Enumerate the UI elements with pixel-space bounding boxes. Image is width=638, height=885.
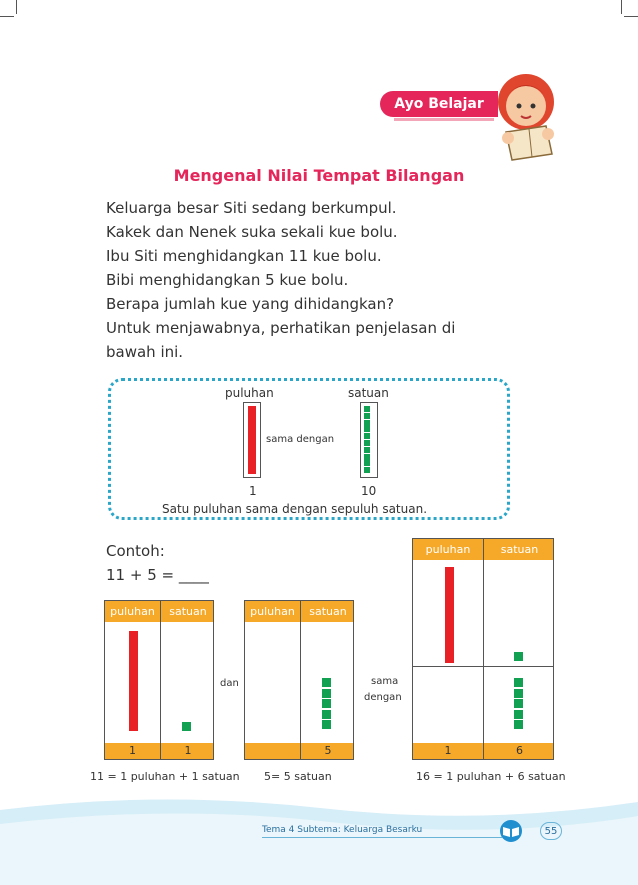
crop-mark: [621, 0, 622, 14]
tens-header: puluhan: [110, 605, 155, 618]
ones-value: 1: [184, 744, 192, 757]
ones-label: satuan: [348, 386, 389, 400]
unit-square: [364, 420, 370, 426]
equals-text: sama dengan: [266, 434, 335, 445]
footer-line: [262, 837, 502, 838]
tens-rod: [129, 631, 138, 731]
caption-b: 5= 5 satuan: [264, 770, 332, 783]
tens-rod: [248, 406, 256, 474]
column-divider: [300, 601, 301, 759]
unit-square: [364, 467, 370, 473]
unit-square: [514, 678, 523, 687]
story-line: Kakek dan Nenek suka sekali kue bolu.: [106, 223, 398, 241]
footer-theme: Tema 4 Subtema: Keluarga Besarku: [262, 825, 423, 835]
column-divider: [160, 601, 161, 759]
tens-value: 1: [249, 484, 257, 498]
place-value-table-b: [244, 600, 354, 760]
story-text: [106, 196, 526, 364]
unit-square: [514, 689, 523, 698]
unit-square: [514, 652, 523, 661]
ones-value: 10: [361, 484, 377, 498]
unit-square: [514, 699, 523, 708]
crop-mark: [624, 16, 638, 17]
book-icon: [498, 820, 524, 842]
tens-value: 1: [129, 744, 136, 757]
story-line: Ibu Siti menghidangkan 11 kue bolu.: [106, 247, 382, 265]
unit-square: [322, 678, 331, 687]
crop-mark: [0, 16, 14, 17]
ones-header: satuan: [500, 543, 539, 556]
ones-value: 6: [516, 744, 523, 757]
place-value-table-c: [412, 538, 554, 760]
unit-square: [364, 413, 370, 419]
ones-value: 5: [324, 744, 332, 757]
unit-square: [364, 454, 370, 460]
equals-text-line1: sama: [371, 676, 399, 687]
story-line: Untuk menjawabnya, perhatikan penjelasan di: [106, 319, 456, 337]
unit-square: [514, 720, 523, 729]
story-line: Keluarga besar Siti sedang berkumpul.: [106, 199, 397, 217]
example-problem: 11 + 5 = ____: [106, 566, 209, 584]
equals-text-line2: dengan: [364, 692, 402, 703]
tens-rod: [445, 567, 454, 663]
unit-square: [182, 722, 191, 731]
unit-square: [322, 720, 331, 729]
ayo-belajar-badge: Ayo Belajar: [380, 91, 498, 117]
caption-a: 11 = 1 puluhan + 1 satuan: [90, 770, 240, 783]
unit-square: [322, 710, 331, 719]
unit-square: [322, 689, 331, 698]
caption-c: 16 = 1 puluhan + 6 satuan: [416, 770, 566, 783]
unit-square: [322, 699, 331, 708]
ones-header: satuan: [309, 605, 347, 618]
story-line: Berapa jumlah kue yang dihidangkan?: [106, 295, 395, 313]
page-title: Mengenal Nilai Tempat Bilangan: [173, 166, 465, 185]
place-value-table-a: [104, 600, 214, 760]
tens-header: puluhan: [425, 543, 471, 556]
column-divider: [483, 539, 484, 759]
unit-square: [514, 710, 523, 719]
tens-header: puluhan: [250, 605, 295, 618]
connector-text: dan: [220, 678, 239, 689]
place-value-box: [108, 378, 510, 520]
story-line: bawah ini.: [106, 343, 184, 361]
unit-square: [364, 406, 370, 412]
unit-square: [364, 447, 370, 453]
crop-mark: [16, 0, 17, 14]
unit-square: [364, 440, 370, 446]
girl-reading-icon: [486, 62, 566, 162]
page-number: 55: [540, 822, 562, 840]
box-caption: Satu puluhan sama dengan sepuluh satuan.: [162, 502, 428, 516]
badge-stripe: [394, 118, 494, 121]
unit-square: [364, 433, 370, 439]
example-heading: Contoh:: [106, 542, 165, 560]
unit-square: [364, 426, 370, 432]
ones-header: satuan: [169, 605, 207, 618]
tens-value: 1: [444, 744, 452, 757]
tens-label: puluhan: [225, 386, 274, 400]
row-divider: [413, 666, 553, 667]
unit-square: [364, 460, 370, 466]
story-line: Bibi menghidangkan 5 kue bolu.: [106, 271, 349, 289]
